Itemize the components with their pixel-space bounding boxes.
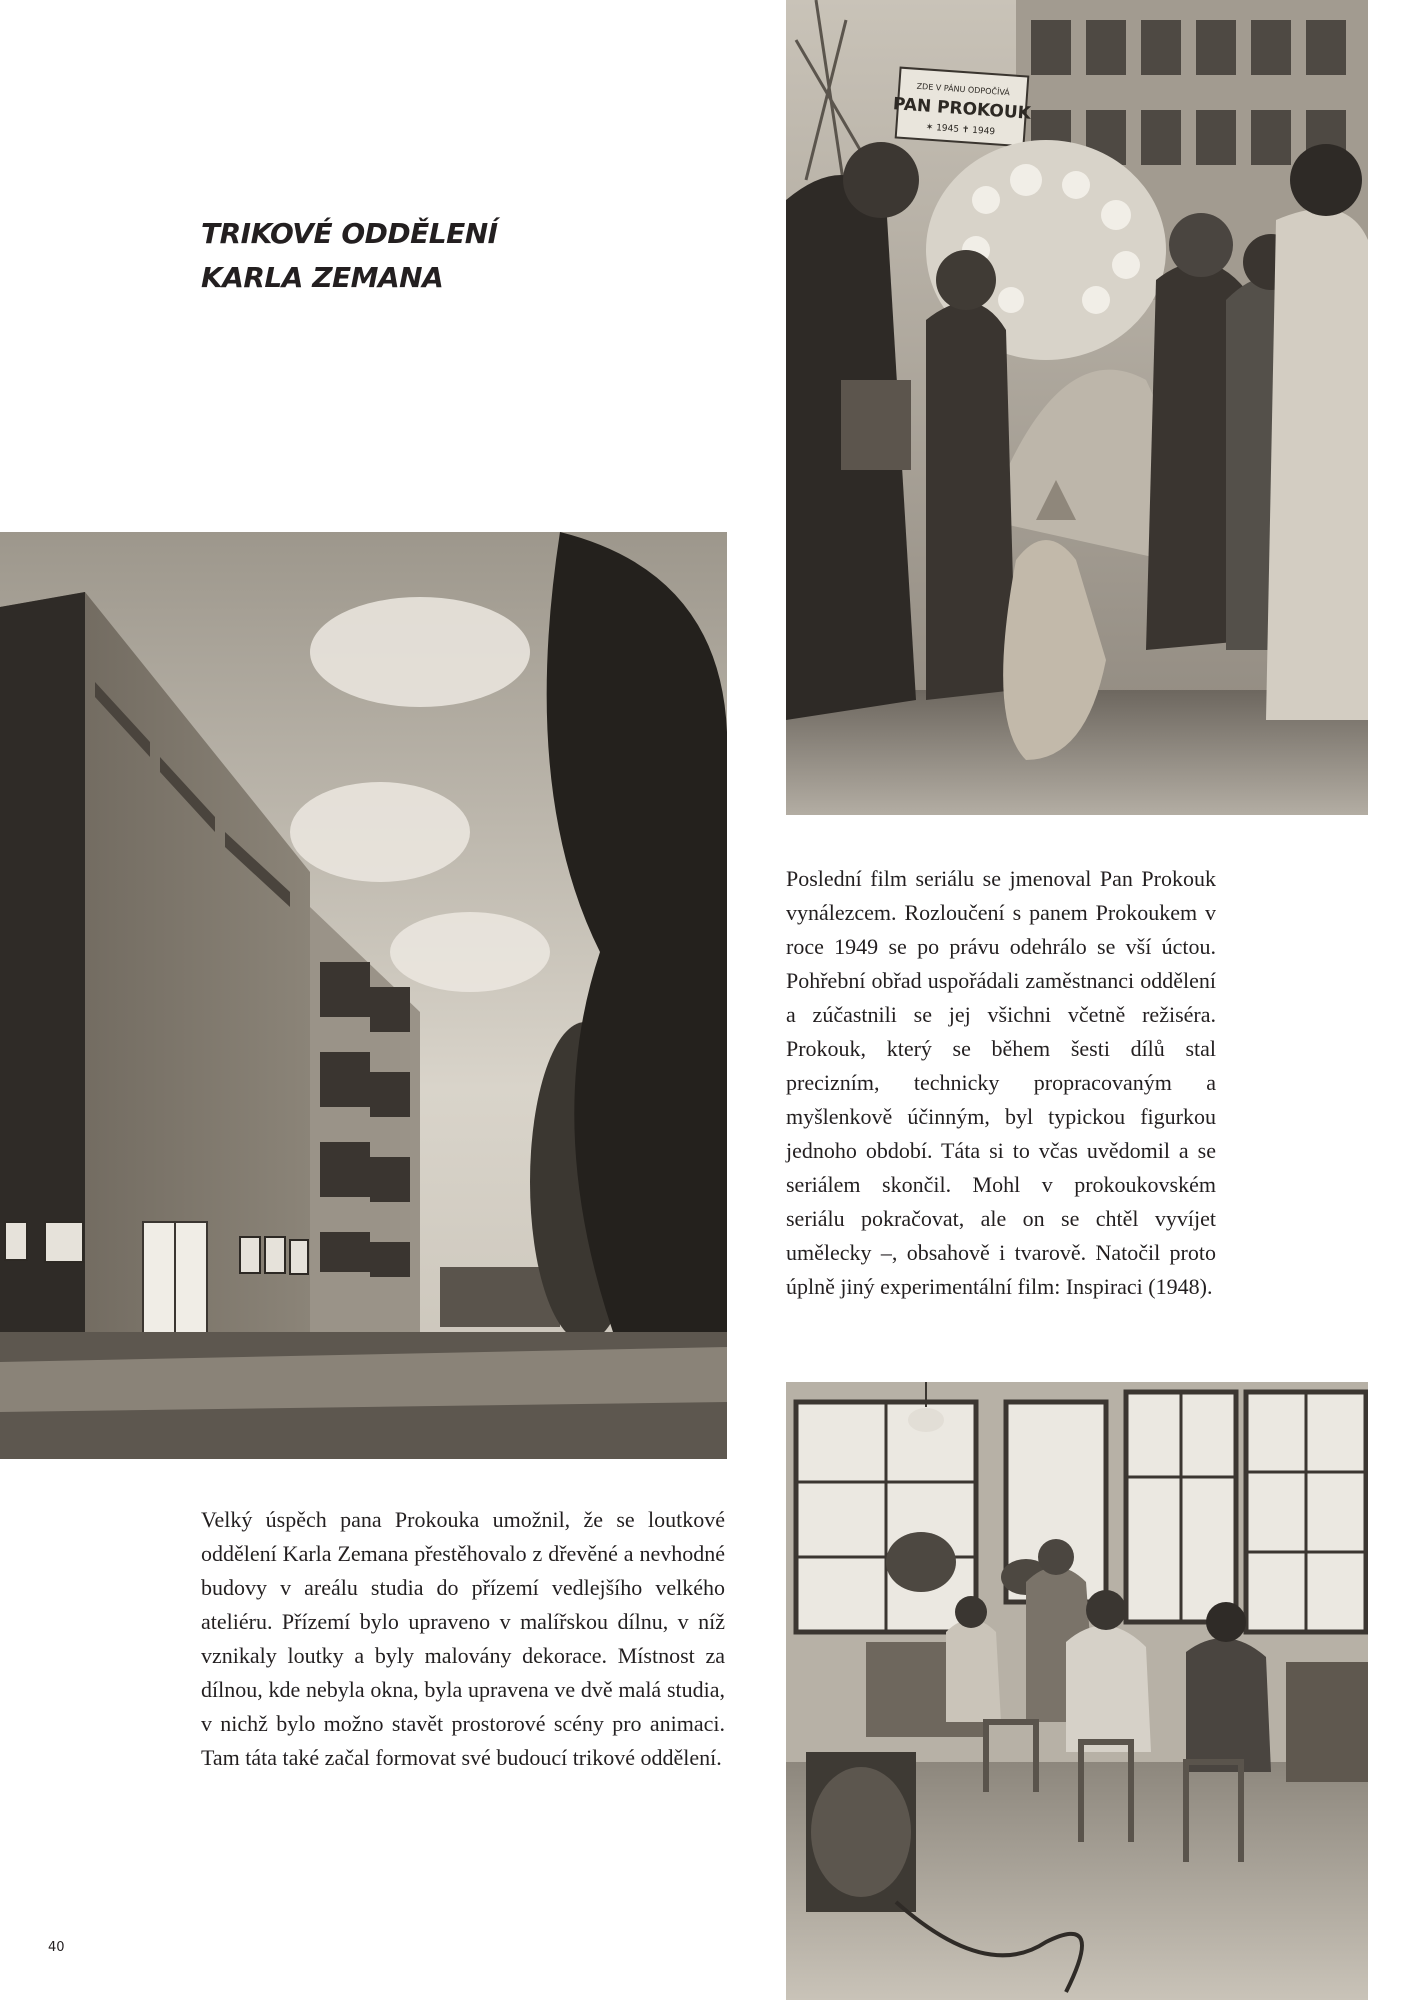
studio-building-photo [0,532,727,1459]
sign-text-3: ✶ 1945 ✝ 1949 [925,122,996,138]
sign-text-2: PAN PROKOUK [892,94,1032,124]
page-number: 40 [48,1940,65,1955]
page-title-line-2: KARLA ZEMANA [201,261,444,294]
page-title-line-1: TRIKOVÉ ODDĚLENÍ [201,217,498,250]
paragraph-last-prokouk-film: Poslední film seriálu se jmenoval Pan Prokouk vynálezcem. Rozloučení s panem Prokoukem v roce 1949 se po právu odehrálo se vší úctou. Pohřební obřad uspořádali zaměstnanci oddělení a zúčastnili se jej všichni včetně režiséra. Prokouk, který se během šesti dílů stal precizním, technicky propracovaným a myšlenkově účinným, byl typickou figurkou jednoho období. Táta si to včas uvědomil a se seriálem skončil. Mohl v prokoukovském seriálu pokračovat, ale on se chtěl vyvíjet umělecky –, obsahově i tvarově. Natočil proto úplně jiný experimentální film: Inspiraci (1948). [786,866,1216,1299]
sign-text-1: ZDE V PÁNU ODPOČÍVÁ [916,81,1011,98]
workshop-interior-photo [786,1382,1368,2000]
paragraph-workshop-move: Velký úspěch pana Prokouka umožnil, že se loutkové oddělení Karla Zemana přestěhovalo z dřevěné a nevhodné budovy v areálu studia do přízemí vedlejšího velkého ateliéru. Přízemí bylo upraveno v malířskou dílnu, v níž vznikaly loutky a byly malovány dekorace. Místnost za dílnou, kde nebyla okna, byla upravena ve dvě malá studia, v nichž bylo možno stavět prostorové scény pro animaci. Tam táta také začal formovat své budoucí trikové oddělení. [201,1507,725,1770]
funeral-ceremony-photo [786,0,1368,815]
page-title [201,212,498,300]
